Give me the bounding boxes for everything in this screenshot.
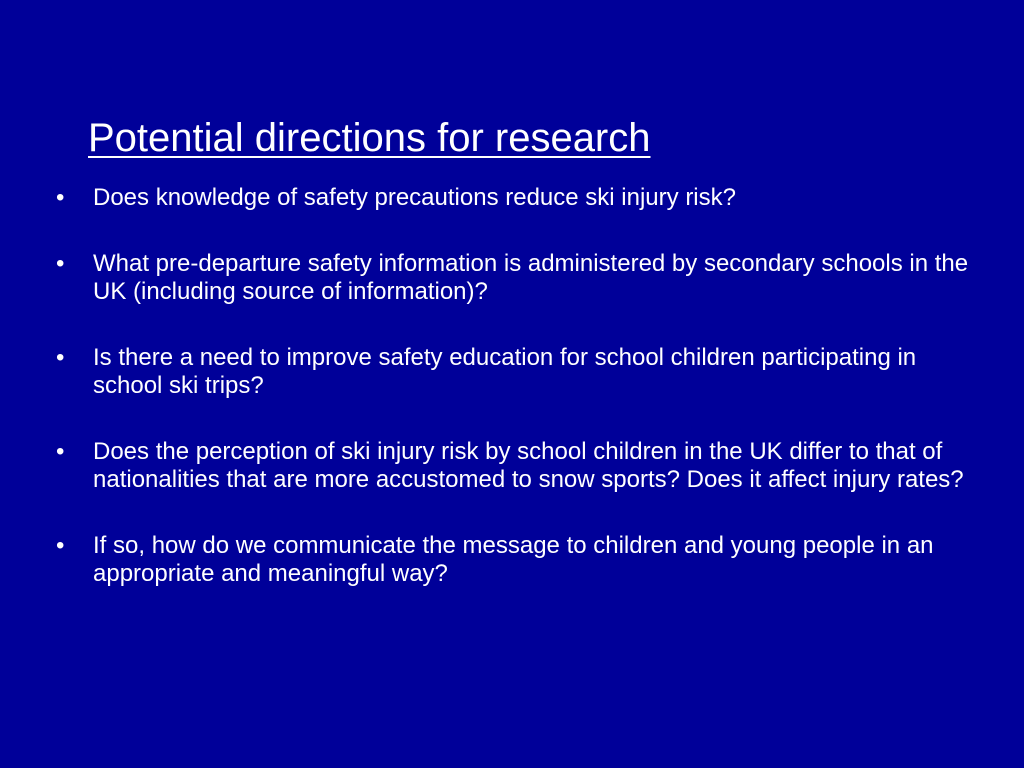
bullet-list bbox=[56, 184, 976, 626]
bullet-item bbox=[56, 344, 976, 400]
bullet-item bbox=[56, 532, 976, 588]
bullet-marker: • bbox=[56, 344, 65, 371]
bullet-text: Is there a need to improve safety education for school children participating in school ski trips? bbox=[93, 344, 917, 399]
bullet-marker: • bbox=[56, 250, 65, 277]
bullet-marker: • bbox=[56, 532, 65, 559]
slide-title: Potential directions for research bbox=[88, 116, 651, 160]
bullet-item bbox=[56, 438, 976, 494]
bullet-text: Does the perception of ski injury risk by school children in the UK differ to that of nationalities that are more accustomed to snow sports? Does it affect injury rates? bbox=[93, 438, 964, 493]
bullet-marker: • bbox=[56, 438, 65, 465]
bullet-item bbox=[56, 184, 976, 212]
bullet-text: What pre-departure safety information is administered by secondary schools in the UK (including source of information)? bbox=[93, 250, 969, 305]
bullet-item bbox=[56, 250, 976, 306]
bullet-marker: • bbox=[56, 184, 65, 211]
bullet-text: If so, how do we communicate the message to children and young people in an appropriate and meaningful way? bbox=[93, 532, 934, 587]
bullet-text: Does knowledge of safety precautions reduce ski injury risk? bbox=[93, 184, 736, 211]
